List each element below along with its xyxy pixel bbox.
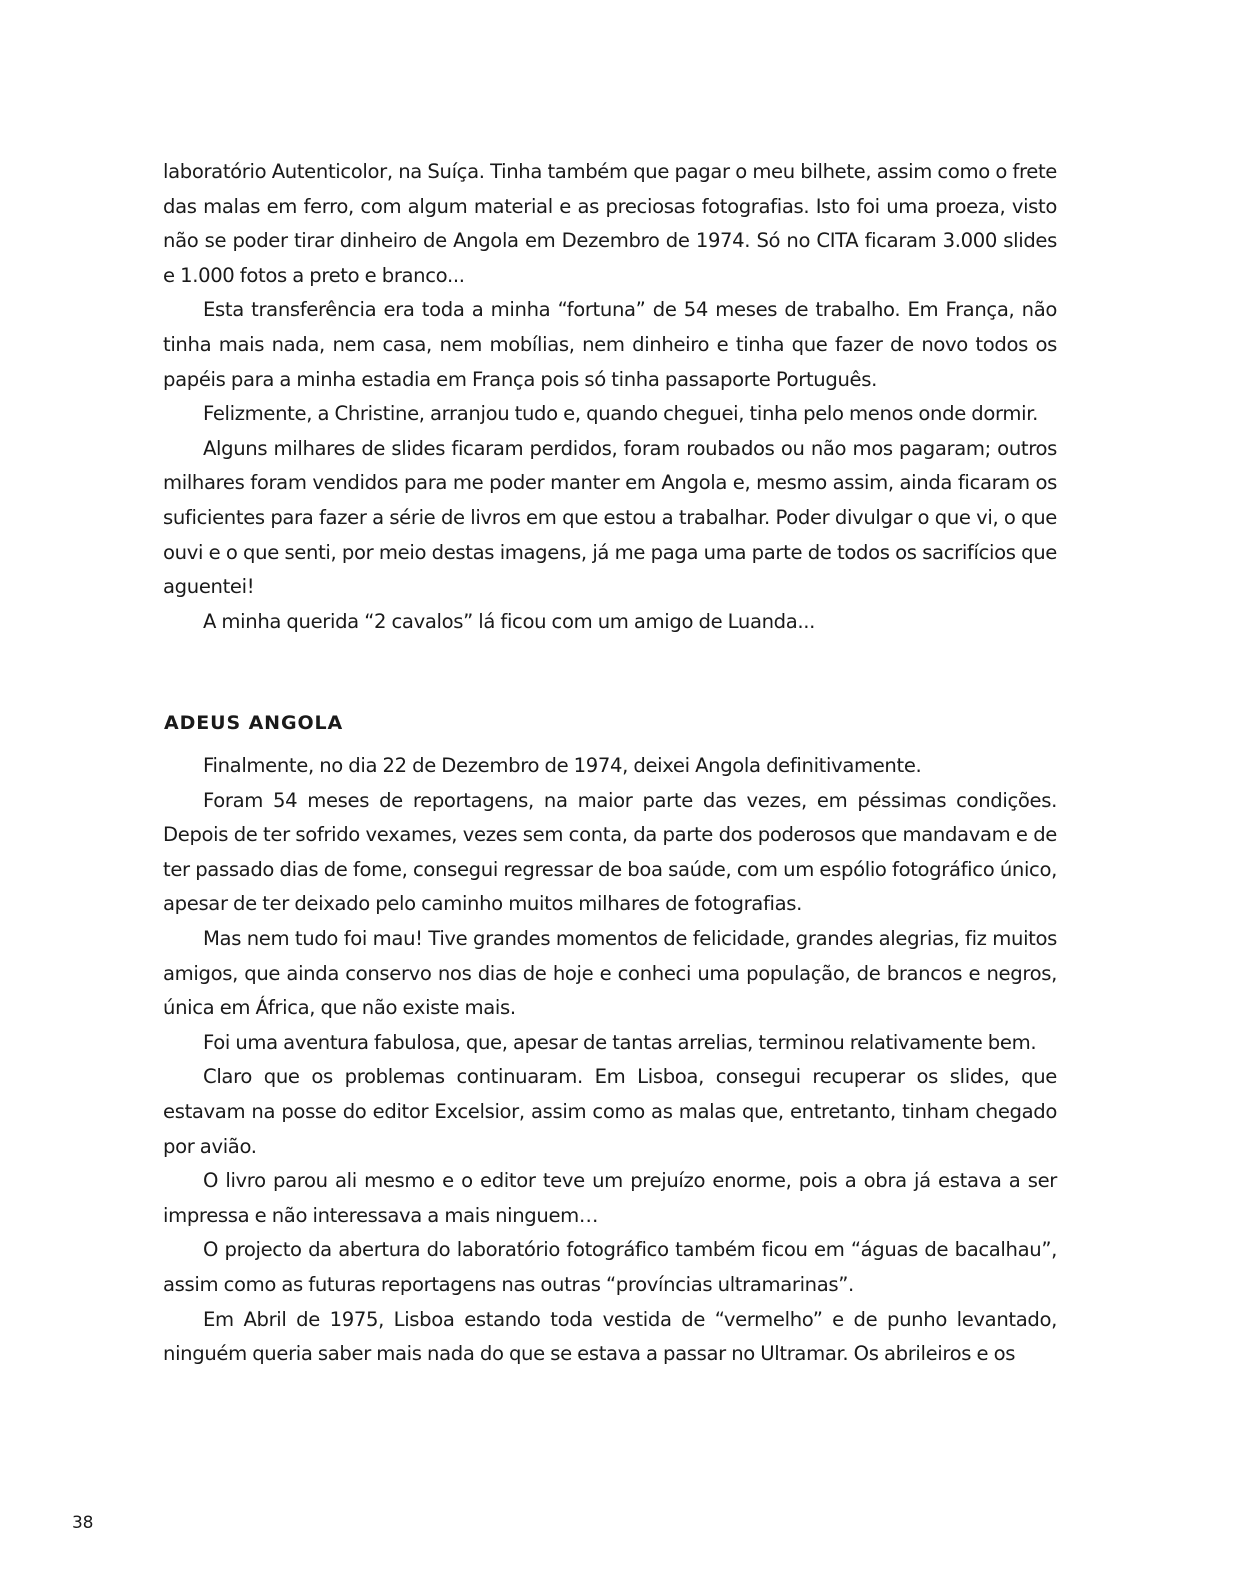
paragraph: Alguns milhares de slides ficaram perdidos, foram roubados ou não mos pagaram; outros milhares foram vendidos para me poder manter em Angola e, mesmo assim, ainda ficaram os suficientes para fazer a série de livros em que estou a trabalhar. Poder divulgar o que vi, o que ouvi e o que senti, por meio destas imagens, já me paga uma parte de todos os sacrifícios que aguentei! xyxy=(163,436,1057,599)
body-text-after-heading xyxy=(163,749,1057,1372)
paragraph: Em Abril de 1975, Lisboa estando toda vestida de “vermelho” e de punho levantado, ninguém queria saber mais nada do que se estava a passar no Ultramar. Os abrileiros e os xyxy=(163,1307,1057,1366)
paragraph: Felizmente, a Christine, arranjou tudo e, quando cheguei, tinha pelo menos onde dormir. xyxy=(203,402,1038,426)
paragraph: Mas nem tudo foi mau! Tive grandes momentos de felicidade, grandes alegrias, fiz muitos amigos, que ainda conservo nos dias de hoje e conheci uma população, de brancos e negros, única em África, que não existe mais. xyxy=(163,926,1057,1020)
paragraph: laboratório Autenticolor, na Suíça. Tinha também que pagar o meu bilhete, assim como o frete das malas em ferro, com algum material e as preciosas fotografias. Isto foi uma proeza, visto não se poder tirar dinheiro de Angola em Dezembro de 1974. Só no CITA ficaram 3.000 slides e 1.000 fotos a preto e branco... xyxy=(163,160,1057,287)
section-heading: ADEUS ANGOLA xyxy=(164,712,344,734)
paragraph: Finalmente, no dia 22 de Dezembro de 1974, deixei Angola definitivamente. xyxy=(203,754,922,777)
page-number: 38 xyxy=(72,1513,94,1533)
body-text-before-heading xyxy=(163,155,1057,639)
paragraph: O livro parou ali mesmo e o editor teve um prejuízo enorme, pois a obra já estava a ser impressa e não interessava a mais ninguem… xyxy=(163,1169,1057,1227)
paragraph: Foram 54 meses de reportagens, na maior parte das vezes, em péssimas condições. Depois de ter sofrido vexames, vezes sem conta, da parte dos poderosos que mandavam e de ter passado dias de fome, consegui regressar de boa saúde, com um espólio fotográfico único, apesar de ter deixado pelo caminho muitos milhares de fotografias. xyxy=(163,788,1057,916)
paragraph: Esta transferência era toda a minha “fortuna” de 54 meses de trabalho. Em França, não tinha mais nada, nem casa, nem mobílias, nem dinheiro e tinha que fazer de novo todos os papéis para a minha estadia em França pois só tinha passaporte Português. xyxy=(163,298,1057,391)
paragraph: Claro que os problemas continuaram. Em Lisboa, consegui recuperar os slides, que estavam na posse do editor Excelsior, assim como as malas que, entretanto, tinham chegado por avião. xyxy=(163,1065,1057,1158)
paragraph: Foi uma aventura fabulosa, que, apesar de tantas arrelias, terminou relativamente bem. xyxy=(203,1030,1037,1054)
paragraph: O projecto da abertura do laboratório fotográfico também ficou em “águas de bacalhau”, assim como as futuras reportagens nas outras “províncias ultramarinas”. xyxy=(163,1238,1057,1296)
paragraph: A minha querida “2 cavalos” lá ficou com um amigo de Luanda... xyxy=(203,609,816,633)
